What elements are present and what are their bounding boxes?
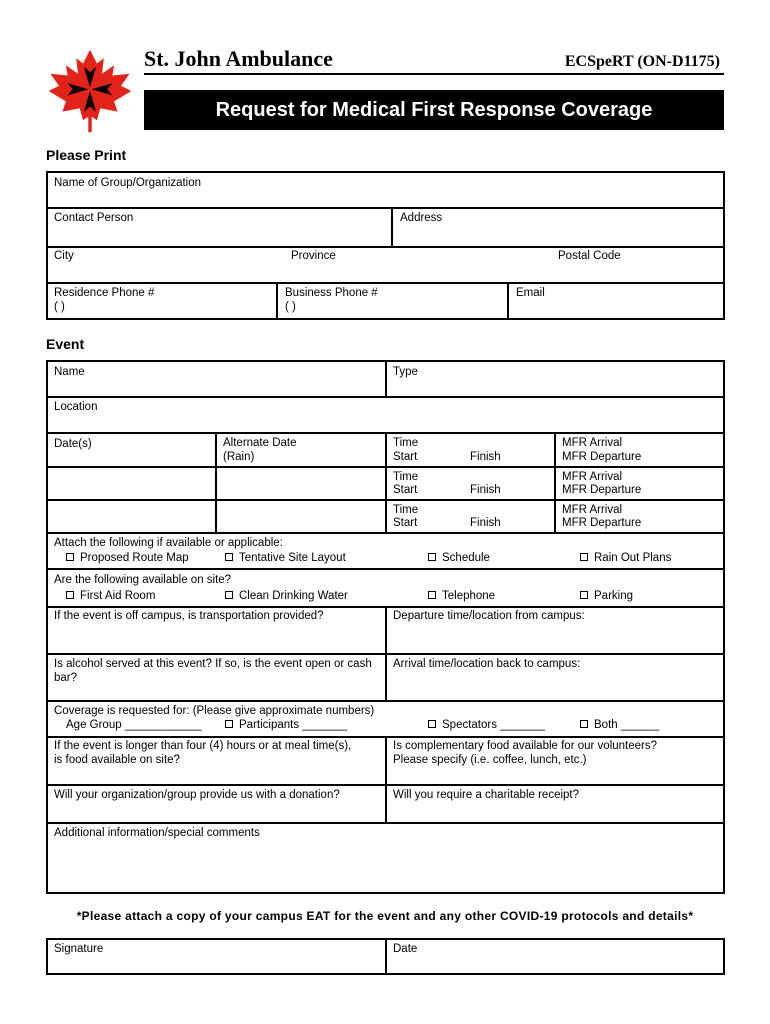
- checkbox-icon: [225, 553, 233, 561]
- checkbox-schedule[interactable]: [428, 552, 490, 566]
- receipt-question[interactable]: Will you require a charitable receipt?: [393, 789, 580, 801]
- start-label[interactable]: Start: [393, 517, 418, 529]
- divider: [385, 938, 387, 975]
- checkbox-participants[interactable]: [225, 719, 347, 733]
- checkbox-icon: [580, 591, 588, 599]
- arrival-question[interactable]: Arrival time/location back to campus:: [393, 658, 581, 670]
- time-label: Time: [393, 437, 419, 449]
- option-label: Schedule: [442, 552, 490, 564]
- divider: [215, 432, 217, 533]
- checkbox-icon: [580, 553, 588, 561]
- time-label: Time: [393, 504, 419, 516]
- donation-question[interactable]: Will your organization/group provide us with a donation?: [54, 789, 340, 801]
- residence-phone-paren: ( ): [54, 301, 65, 313]
- event-name-field[interactable]: Name: [54, 366, 85, 378]
- divider: [276, 282, 278, 320]
- checkbox-icon: [428, 591, 436, 599]
- form-code: ECSpeRT (ON-D1175): [564, 53, 720, 70]
- header-rule: [144, 73, 724, 75]
- covid-notice: *Please attach a copy of your campus EAT for the event and any other COVID-19 protocols and details*: [76, 909, 694, 923]
- checkbox-icon: [225, 720, 233, 728]
- event-dates-field[interactable]: Date(s): [54, 438, 92, 450]
- address-field[interactable]: Address: [400, 212, 443, 224]
- mfr-departure-label[interactable]: MFR Departure: [562, 451, 642, 463]
- divider: [507, 282, 509, 320]
- checkbox-both[interactable]: [580, 719, 659, 733]
- alternate-date-rain: (Rain): [223, 451, 255, 463]
- transport-question[interactable]: If the event is off campus, is transportation provided?: [54, 610, 324, 622]
- residence-phone-field[interactable]: Residence Phone #: [54, 287, 155, 299]
- finish-label[interactable]: Finish: [470, 517, 501, 529]
- checkbox-first-aid-room[interactable]: [66, 590, 155, 604]
- checkbox-icon: [225, 591, 233, 599]
- divider: [46, 207, 725, 209]
- option-label: Parking: [594, 590, 633, 602]
- start-label[interactable]: Start: [393, 451, 418, 463]
- maple-leaf-cross-logo: [46, 48, 134, 134]
- date-field[interactable]: Date: [393, 943, 418, 955]
- option-label: Tentative Site Layout: [239, 552, 346, 564]
- divider: [385, 432, 387, 533]
- event-type-field[interactable]: Type: [393, 366, 418, 378]
- divider: [46, 568, 725, 570]
- province-field[interactable]: Province: [291, 250, 336, 262]
- business-phone-field[interactable]: Business Phone #: [285, 287, 378, 299]
- option-label: Spectators _______: [442, 719, 545, 731]
- option-label: Proposed Route Map: [80, 552, 189, 564]
- additional-comments-field[interactable]: Additional information/special comments: [54, 827, 260, 839]
- form-title: Request for Medical First Response Coverage: [144, 90, 724, 130]
- option-label: Both ______: [594, 719, 660, 731]
- divider: [385, 360, 387, 397]
- checkbox-rain-out-plans[interactable]: [580, 552, 671, 566]
- divider: [391, 207, 393, 247]
- coverage-label: Coverage is requested for: (Please give approximate numbers): [54, 705, 375, 717]
- checkbox-site-layout[interactable]: [225, 552, 346, 566]
- section-please-print: Please Print: [46, 147, 127, 163]
- checkbox-icon: [66, 591, 74, 599]
- checkbox-spectators[interactable]: [428, 719, 545, 733]
- attach-label: Attach the following if available or applicable:: [54, 537, 283, 549]
- food-question[interactable]: If the event is longer than four (4) hours or at meal time(s), is food available on site?: [54, 740, 352, 766]
- divider: [46, 246, 725, 248]
- business-phone-paren: ( ): [285, 301, 296, 313]
- mfr-departure-label[interactable]: MFR Departure: [562, 484, 642, 496]
- mfr-departure-label[interactable]: MFR Departure: [562, 517, 642, 529]
- mfr-arrival-label[interactable]: MFR Arrival: [562, 437, 623, 449]
- divider: [385, 736, 387, 823]
- checkbox-icon: [428, 553, 436, 561]
- signature-field[interactable]: Signature: [54, 943, 104, 955]
- checkbox-drinking-water[interactable]: [225, 590, 348, 604]
- checkbox-telephone[interactable]: [428, 590, 495, 604]
- onsite-label: Are the following available on site?: [54, 574, 232, 586]
- organization-name: St. John Ambulance: [144, 46, 333, 71]
- age-group-field[interactable]: Age Group ____________: [66, 719, 202, 731]
- email-field[interactable]: Email: [516, 287, 545, 299]
- volunteer-food-question[interactable]: Is complementary food available for our volunteers? Please specify (i.e. coffee, lunch, etc.): [393, 740, 658, 766]
- divider: [554, 432, 556, 533]
- city-field[interactable]: City: [54, 250, 74, 262]
- alcohol-question[interactable]: Is alcohol served at this event? If so, is the event open or cash bar?: [54, 658, 372, 684]
- divider: [385, 606, 387, 701]
- postal-code-field[interactable]: Postal Code: [558, 250, 621, 262]
- checkbox-icon: [66, 553, 74, 561]
- checkbox-route-map[interactable]: [66, 552, 189, 566]
- mfr-arrival-label[interactable]: MFR Arrival: [562, 471, 623, 483]
- finish-label[interactable]: Finish: [470, 451, 501, 463]
- divider: [46, 282, 725, 284]
- event-location-field[interactable]: Location: [54, 401, 98, 413]
- finish-label[interactable]: Finish: [470, 484, 501, 496]
- time-label: Time: [393, 471, 419, 483]
- alternate-date-field[interactable]: Alternate Date: [223, 437, 297, 449]
- checkbox-icon: [428, 720, 436, 728]
- contact-person-field[interactable]: Contact Person: [54, 212, 134, 224]
- start-label[interactable]: Start: [393, 484, 418, 496]
- departure-question[interactable]: Departure time/location from campus:: [393, 610, 585, 622]
- option-label: Rain Out Plans: [594, 552, 672, 564]
- option-label: Telephone: [442, 590, 496, 602]
- mfr-arrival-label[interactable]: MFR Arrival: [562, 504, 623, 516]
- checkbox-icon: [580, 720, 588, 728]
- option-label: Clean Drinking Water: [239, 590, 348, 602]
- option-label: First Aid Room: [80, 590, 156, 602]
- checkbox-parking[interactable]: [580, 590, 633, 604]
- section-event: Event: [46, 336, 85, 352]
- option-label: Participants _______: [239, 719, 348, 731]
- group-name-field[interactable]: Name of Group/Organization: [54, 177, 202, 189]
